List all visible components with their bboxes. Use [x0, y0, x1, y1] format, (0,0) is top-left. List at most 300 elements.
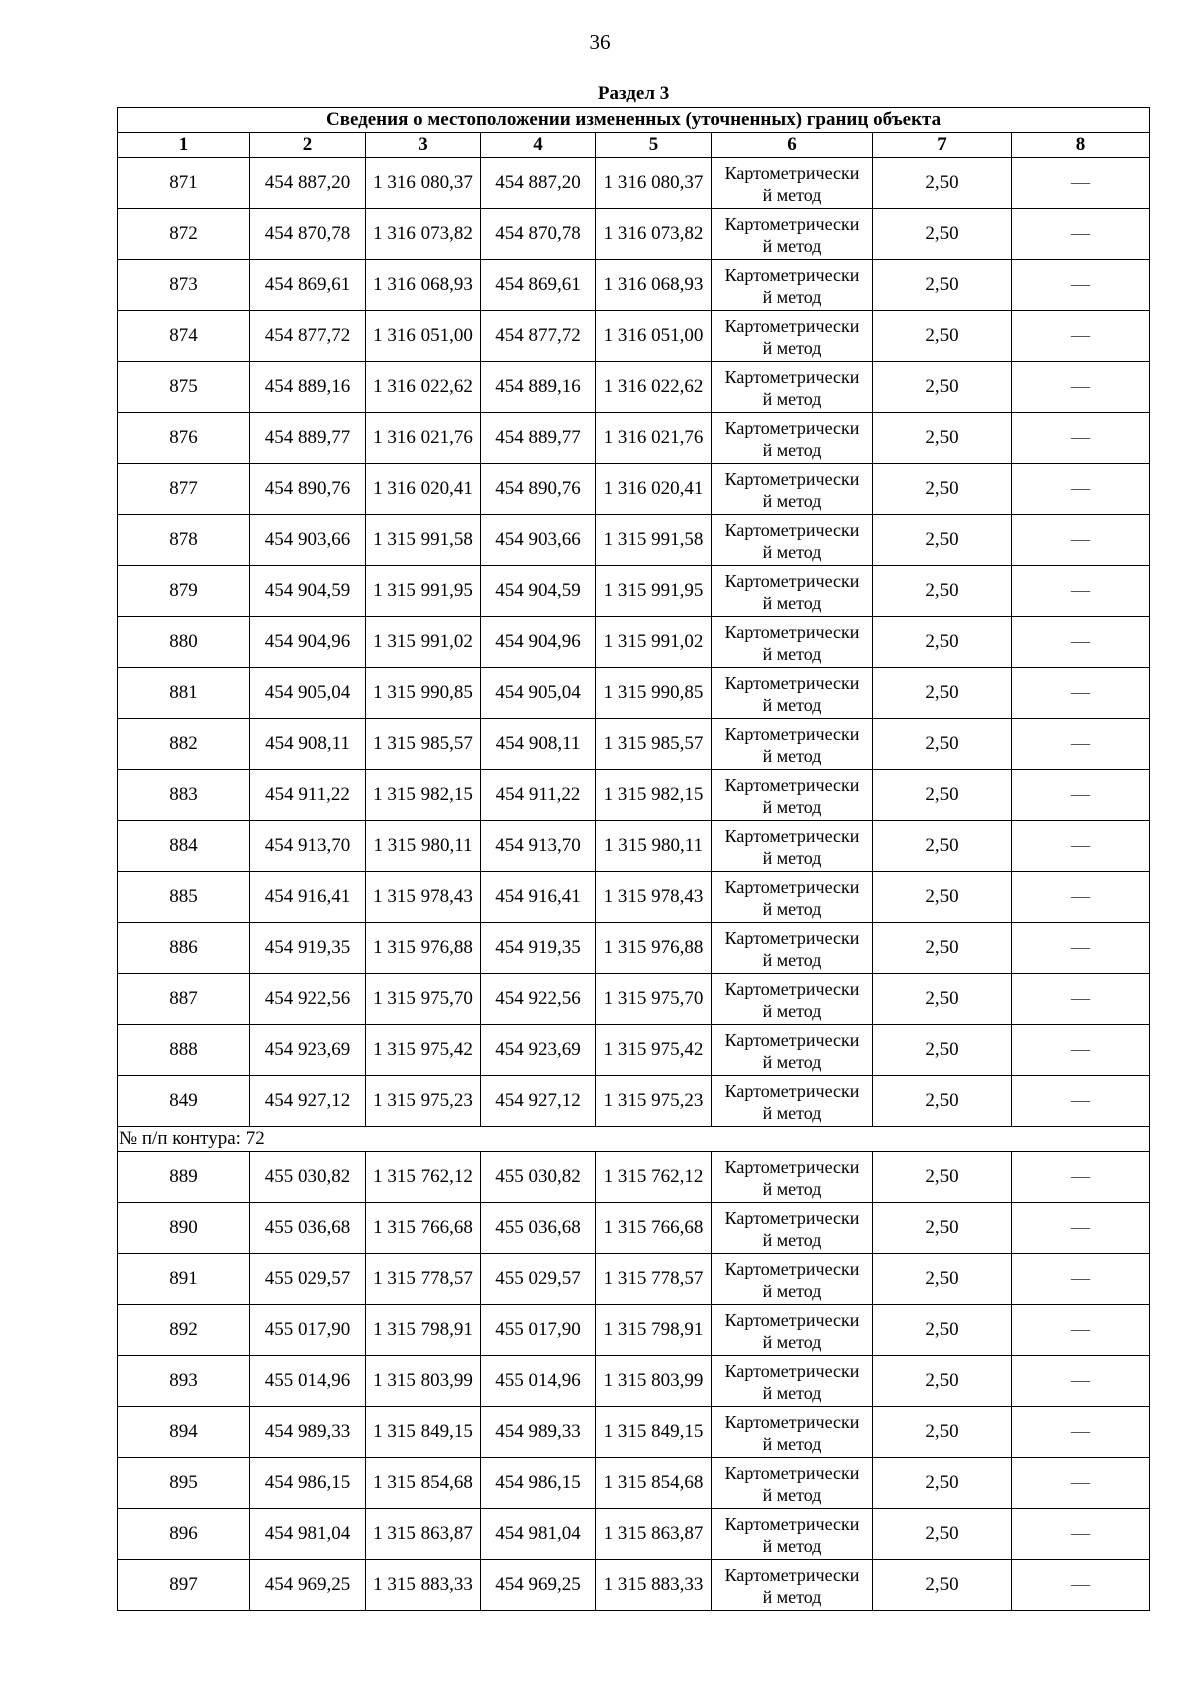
method-line-1: Картометрически	[724, 213, 860, 234]
y-refined-cell: 1 315 978,43	[596, 872, 712, 923]
method-line-2: й метод	[762, 1331, 822, 1352]
point-number-cell: 896	[118, 1509, 250, 1560]
description-cell: —	[1012, 1407, 1150, 1458]
column-number: 8	[1012, 133, 1150, 158]
y-existing-cell: 1 315 985,57	[366, 719, 481, 770]
table-row	[118, 1203, 1150, 1254]
table-row	[118, 209, 1150, 260]
y-existing-cell: 1 315 762,12	[366, 1152, 481, 1203]
point-number-cell: 890	[118, 1203, 250, 1254]
point-number-cell: 878	[118, 515, 250, 566]
accuracy-cell: 2,50	[873, 1076, 1012, 1127]
x-refined-cell: 454 989,33	[481, 1407, 596, 1458]
y-refined-cell: 1 316 068,93	[596, 260, 712, 311]
y-refined-cell: 1 316 051,00	[596, 311, 712, 362]
description-cell: —	[1012, 1560, 1150, 1611]
x-refined-cell: 454 890,76	[481, 464, 596, 515]
method-cell	[712, 311, 873, 362]
x-existing-cell: 455 036,68	[250, 1203, 366, 1254]
accuracy-cell: 2,50	[873, 617, 1012, 668]
y-refined-cell: 1 315 975,42	[596, 1025, 712, 1076]
table-row	[118, 1560, 1150, 1611]
description-cell: —	[1012, 311, 1150, 362]
y-existing-cell: 1 316 020,41	[366, 464, 481, 515]
table-row	[118, 1509, 1150, 1560]
y-refined-cell: 1 315 778,57	[596, 1254, 712, 1305]
x-refined-cell: 454 887,20	[481, 158, 596, 209]
method-line-2: й метод	[762, 439, 822, 460]
point-number-cell: 884	[118, 821, 250, 872]
description-cell: —	[1012, 1203, 1150, 1254]
method-line-1: Картометрически	[724, 825, 860, 846]
method-line-1: Картометрически	[724, 1156, 860, 1177]
point-number-cell: 849	[118, 1076, 250, 1127]
table-row	[118, 260, 1150, 311]
x-existing-cell: 455 014,96	[250, 1356, 366, 1407]
table-row	[118, 770, 1150, 821]
description-cell: —	[1012, 1152, 1150, 1203]
point-number-cell: 875	[118, 362, 250, 413]
column-number: 5	[596, 133, 712, 158]
point-number-cell: 879	[118, 566, 250, 617]
y-existing-cell: 1 316 080,37	[366, 158, 481, 209]
x-refined-cell: 455 017,90	[481, 1305, 596, 1356]
page-number: 36	[589, 30, 611, 54]
y-refined-cell: 1 315 849,15	[596, 1407, 712, 1458]
method-cell	[712, 1458, 873, 1509]
method-line-2: й метод	[762, 643, 822, 664]
description-cell: —	[1012, 158, 1150, 209]
table-row	[118, 719, 1150, 770]
column-number: 2	[250, 133, 366, 158]
accuracy-cell: 2,50	[873, 1356, 1012, 1407]
method-line-2: й метод	[762, 796, 822, 817]
x-existing-cell: 454 869,61	[250, 260, 366, 311]
method-line-2: й метод	[762, 745, 822, 766]
point-number-cell: 886	[118, 923, 250, 974]
method-line-2: й метод	[762, 1382, 822, 1403]
x-refined-cell: 454 916,41	[481, 872, 596, 923]
accuracy-cell: 2,50	[873, 1509, 1012, 1560]
point-number-cell: 891	[118, 1254, 250, 1305]
method-line-1: Картометрически	[724, 519, 860, 540]
y-existing-cell: 1 315 798,91	[366, 1305, 481, 1356]
method-line-2: й метод	[762, 541, 822, 562]
y-refined-cell: 1 315 975,23	[596, 1076, 712, 1127]
description-cell: —	[1012, 209, 1150, 260]
method-line-1: Картометрически	[724, 366, 860, 387]
x-existing-cell: 454 889,77	[250, 413, 366, 464]
x-existing-cell: 454 908,11	[250, 719, 366, 770]
method-line-1: Картометрически	[724, 468, 860, 489]
accuracy-cell: 2,50	[873, 464, 1012, 515]
boundary-table	[117, 81, 1150, 1611]
y-refined-cell: 1 315 991,02	[596, 617, 712, 668]
table-row	[118, 923, 1150, 974]
y-existing-cell: 1 315 854,68	[366, 1458, 481, 1509]
method-cell	[712, 413, 873, 464]
x-refined-cell: 454 986,15	[481, 1458, 596, 1509]
method-line-2: й метод	[762, 184, 822, 205]
table-title-row	[118, 108, 1150, 133]
method-line-1: Картометрически	[724, 1462, 860, 1483]
y-refined-cell: 1 315 985,57	[596, 719, 712, 770]
y-existing-cell: 1 315 849,15	[366, 1407, 481, 1458]
column-number: 7	[873, 133, 1012, 158]
table-row	[118, 1025, 1150, 1076]
y-existing-cell: 1 315 991,58	[366, 515, 481, 566]
y-refined-cell: 1 315 798,91	[596, 1305, 712, 1356]
accuracy-cell: 2,50	[873, 311, 1012, 362]
method-line-2: й метод	[762, 1586, 822, 1607]
table-row	[118, 617, 1150, 668]
method-line-2: й метод	[762, 847, 822, 868]
point-number-cell: 877	[118, 464, 250, 515]
description-cell: —	[1012, 1254, 1150, 1305]
description-cell: —	[1012, 668, 1150, 719]
y-refined-cell: 1 315 883,33	[596, 1560, 712, 1611]
method-cell	[712, 1509, 873, 1560]
method-line-1: Картометрически	[724, 417, 860, 438]
method-line-1: Картометрически	[724, 723, 860, 744]
table-row	[118, 515, 1150, 566]
x-existing-cell: 454 904,59	[250, 566, 366, 617]
accuracy-cell: 2,50	[873, 872, 1012, 923]
y-existing-cell: 1 316 068,93	[366, 260, 481, 311]
x-existing-cell: 454 986,15	[250, 1458, 366, 1509]
y-existing-cell: 1 316 051,00	[366, 311, 481, 362]
point-number-cell: 876	[118, 413, 250, 464]
accuracy-cell: 2,50	[873, 515, 1012, 566]
method-line-1: Картометрически	[724, 1309, 860, 1330]
accuracy-cell: 2,50	[873, 1203, 1012, 1254]
x-existing-cell: 454 913,70	[250, 821, 366, 872]
x-existing-cell: 455 030,82	[250, 1152, 366, 1203]
method-line-2: й метод	[762, 388, 822, 409]
x-refined-cell: 454 908,11	[481, 719, 596, 770]
method-cell	[712, 719, 873, 770]
method-line-2: й метод	[762, 1433, 822, 1454]
x-refined-cell: 454 870,78	[481, 209, 596, 260]
section-label: Раздел 3	[597, 83, 670, 104]
table-row	[118, 1458, 1150, 1509]
y-refined-cell: 1 315 863,87	[596, 1509, 712, 1560]
method-line-1: Картометрически	[724, 1360, 860, 1381]
y-refined-cell: 1 315 991,58	[596, 515, 712, 566]
x-existing-cell: 454 923,69	[250, 1025, 366, 1076]
method-line-1: Картометрически	[724, 774, 860, 795]
method-line-1: Картометрически	[724, 927, 860, 948]
x-refined-cell: 454 904,59	[481, 566, 596, 617]
method-line-1: Картометрически	[724, 264, 860, 285]
method-line-2: й метод	[762, 337, 822, 358]
y-existing-cell: 1 315 975,42	[366, 1025, 481, 1076]
y-refined-cell: 1 315 980,11	[596, 821, 712, 872]
method-cell	[712, 566, 873, 617]
method-line-2: й метод	[762, 1102, 822, 1123]
x-existing-cell: 455 029,57	[250, 1254, 366, 1305]
accuracy-cell: 2,50	[873, 821, 1012, 872]
method-cell	[712, 821, 873, 872]
method-line-1: Картометрически	[724, 570, 860, 591]
x-refined-cell: 454 889,16	[481, 362, 596, 413]
description-cell: —	[1012, 260, 1150, 311]
description-cell: —	[1012, 923, 1150, 974]
x-refined-cell: 454 877,72	[481, 311, 596, 362]
description-cell: —	[1012, 1076, 1150, 1127]
y-existing-cell: 1 315 982,15	[366, 770, 481, 821]
y-refined-cell: 1 316 021,76	[596, 413, 712, 464]
y-existing-cell: 1 315 976,88	[366, 923, 481, 974]
table-row	[118, 413, 1150, 464]
table-row	[118, 668, 1150, 719]
y-refined-cell: 1 316 080,37	[596, 158, 712, 209]
method-line-2: й метод	[762, 1280, 822, 1301]
description-cell: —	[1012, 1025, 1150, 1076]
y-refined-cell: 1 315 990,85	[596, 668, 712, 719]
x-existing-cell: 454 922,56	[250, 974, 366, 1025]
accuracy-cell: 2,50	[873, 1025, 1012, 1076]
y-existing-cell: 1 315 980,11	[366, 821, 481, 872]
accuracy-cell: 2,50	[873, 209, 1012, 260]
accuracy-cell: 2,50	[873, 362, 1012, 413]
accuracy-cell: 2,50	[873, 413, 1012, 464]
x-existing-cell: 454 981,04	[250, 1509, 366, 1560]
y-refined-cell: 1 315 854,68	[596, 1458, 712, 1509]
description-cell: —	[1012, 974, 1150, 1025]
point-number-cell: 895	[118, 1458, 250, 1509]
method-line-2: й метод	[762, 694, 822, 715]
method-line-1: Картометрически	[724, 621, 860, 642]
y-existing-cell: 1 315 883,33	[366, 1560, 481, 1611]
x-refined-cell: 454 913,70	[481, 821, 596, 872]
column-number: 4	[481, 133, 596, 158]
y-refined-cell: 1 315 982,15	[596, 770, 712, 821]
method-cell	[712, 1152, 873, 1203]
method-line-2: й метод	[762, 592, 822, 613]
method-cell	[712, 923, 873, 974]
y-existing-cell: 1 315 975,23	[366, 1076, 481, 1127]
y-refined-cell: 1 316 022,62	[596, 362, 712, 413]
accuracy-cell: 2,50	[873, 1152, 1012, 1203]
description-cell: —	[1012, 413, 1150, 464]
table-row	[118, 872, 1150, 923]
x-existing-cell: 454 911,22	[250, 770, 366, 821]
method-line-1: Картометрически	[724, 1258, 860, 1279]
table-row	[118, 821, 1150, 872]
table-row	[118, 566, 1150, 617]
y-existing-cell: 1 315 991,02	[366, 617, 481, 668]
section-caption-row	[118, 81, 1150, 108]
accuracy-cell: 2,50	[873, 974, 1012, 1025]
table-row	[118, 1305, 1150, 1356]
x-existing-cell: 454 916,41	[250, 872, 366, 923]
table-row	[118, 974, 1150, 1025]
point-number-cell: 897	[118, 1560, 250, 1611]
method-cell	[712, 1356, 873, 1407]
method-cell	[712, 668, 873, 719]
x-existing-cell: 454 919,35	[250, 923, 366, 974]
accuracy-cell: 2,50	[873, 566, 1012, 617]
description-cell: —	[1012, 1458, 1150, 1509]
method-cell	[712, 1305, 873, 1356]
column-number: 1	[118, 133, 250, 158]
description-cell: —	[1012, 770, 1150, 821]
y-existing-cell: 1 315 863,87	[366, 1509, 481, 1560]
x-refined-cell: 454 927,12	[481, 1076, 596, 1127]
point-number-cell: 882	[118, 719, 250, 770]
accuracy-cell: 2,50	[873, 770, 1012, 821]
method-cell	[712, 1025, 873, 1076]
accuracy-cell: 2,50	[873, 1560, 1012, 1611]
method-line-2: й метод	[762, 1051, 822, 1072]
x-refined-cell: 455 014,96	[481, 1356, 596, 1407]
description-cell: —	[1012, 821, 1150, 872]
accuracy-cell: 2,50	[873, 1254, 1012, 1305]
method-line-2: й метод	[762, 898, 822, 919]
point-number-cell: 887	[118, 974, 250, 1025]
y-existing-cell: 1 316 021,76	[366, 413, 481, 464]
y-existing-cell: 1 316 022,62	[366, 362, 481, 413]
x-refined-cell: 454 889,77	[481, 413, 596, 464]
description-cell: —	[1012, 1356, 1150, 1407]
x-refined-cell: 454 922,56	[481, 974, 596, 1025]
y-existing-cell: 1 315 991,95	[366, 566, 481, 617]
method-cell	[712, 617, 873, 668]
y-existing-cell: 1 315 778,57	[366, 1254, 481, 1305]
point-number-cell: 894	[118, 1407, 250, 1458]
method-cell	[712, 1407, 873, 1458]
x-existing-cell: 454 904,96	[250, 617, 366, 668]
method-cell	[712, 362, 873, 413]
column-number: 3	[366, 133, 481, 158]
method-cell	[712, 158, 873, 209]
method-cell	[712, 464, 873, 515]
y-refined-cell: 1 315 991,95	[596, 566, 712, 617]
x-refined-cell: 454 869,61	[481, 260, 596, 311]
method-line-2: й метод	[762, 286, 822, 307]
description-cell: —	[1012, 1509, 1150, 1560]
point-number-cell: 873	[118, 260, 250, 311]
x-refined-cell: 454 911,22	[481, 770, 596, 821]
table-row	[118, 1152, 1150, 1203]
y-refined-cell: 1 315 975,70	[596, 974, 712, 1025]
x-refined-cell: 454 919,35	[481, 923, 596, 974]
y-existing-cell: 1 315 975,70	[366, 974, 481, 1025]
description-cell: —	[1012, 1305, 1150, 1356]
method-line-1: Картометрически	[724, 1029, 860, 1050]
point-number-cell: 881	[118, 668, 250, 719]
table-row	[118, 1407, 1150, 1458]
method-line-1: Картометрически	[724, 978, 860, 999]
y-refined-cell: 1 315 766,68	[596, 1203, 712, 1254]
method-line-1: Картометрически	[724, 1080, 860, 1101]
method-line-1: Картометрически	[724, 672, 860, 693]
y-refined-cell: 1 315 803,99	[596, 1356, 712, 1407]
accuracy-cell: 2,50	[873, 1407, 1012, 1458]
method-line-2: й метод	[762, 1000, 822, 1021]
contour-label: № п/п контура: 72	[118, 1127, 1150, 1152]
method-cell	[712, 770, 873, 821]
x-refined-cell: 455 036,68	[481, 1203, 596, 1254]
method-cell	[712, 260, 873, 311]
point-number-cell: 888	[118, 1025, 250, 1076]
y-refined-cell: 1 316 073,82	[596, 209, 712, 260]
method-cell	[712, 1254, 873, 1305]
x-existing-cell: 454 905,04	[250, 668, 366, 719]
method-line-1: Картометрически	[724, 1411, 860, 1432]
method-line-1: Картометрически	[724, 1564, 860, 1585]
accuracy-cell: 2,50	[873, 260, 1012, 311]
method-cell	[712, 974, 873, 1025]
method-line-2: й метод	[762, 949, 822, 970]
method-cell	[712, 209, 873, 260]
y-refined-cell: 1 316 020,41	[596, 464, 712, 515]
accuracy-cell: 2,50	[873, 1305, 1012, 1356]
table-row	[118, 311, 1150, 362]
method-cell	[712, 1076, 873, 1127]
x-refined-cell: 454 969,25	[481, 1560, 596, 1611]
x-refined-cell: 454 903,66	[481, 515, 596, 566]
x-refined-cell: 454 904,96	[481, 617, 596, 668]
x-refined-cell: 455 030,82	[481, 1152, 596, 1203]
accuracy-cell: 2,50	[873, 158, 1012, 209]
description-cell: —	[1012, 566, 1150, 617]
method-line-1: Картометрически	[724, 162, 860, 183]
point-number-cell: 880	[118, 617, 250, 668]
x-refined-cell: 454 981,04	[481, 1509, 596, 1560]
x-refined-cell: 454 923,69	[481, 1025, 596, 1076]
description-cell: —	[1012, 719, 1150, 770]
x-existing-cell: 454 903,66	[250, 515, 366, 566]
contour-row	[118, 1127, 1150, 1152]
x-existing-cell: 454 927,12	[250, 1076, 366, 1127]
description-cell: —	[1012, 617, 1150, 668]
table-title: Сведения о местоположении измененных (уточненных) границ объекта	[118, 108, 1150, 133]
method-line-2: й метод	[762, 1484, 822, 1505]
method-cell	[712, 515, 873, 566]
y-existing-cell: 1 315 990,85	[366, 668, 481, 719]
description-cell: —	[1012, 515, 1150, 566]
y-refined-cell: 1 315 762,12	[596, 1152, 712, 1203]
y-existing-cell: 1 316 073,82	[366, 209, 481, 260]
point-number-cell: 883	[118, 770, 250, 821]
method-cell	[712, 872, 873, 923]
x-existing-cell: 454 989,33	[250, 1407, 366, 1458]
point-number-cell: 871	[118, 158, 250, 209]
method-line-2: й метод	[762, 490, 822, 511]
point-number-cell: 892	[118, 1305, 250, 1356]
method-line-1: Картометрически	[724, 315, 860, 336]
point-number-cell: 893	[118, 1356, 250, 1407]
x-existing-cell: 454 887,20	[250, 158, 366, 209]
column-number-row	[118, 133, 1150, 158]
x-existing-cell: 455 017,90	[250, 1305, 366, 1356]
method-cell	[712, 1560, 873, 1611]
x-existing-cell: 454 870,78	[250, 209, 366, 260]
accuracy-cell: 2,50	[873, 1458, 1012, 1509]
column-number: 6	[712, 133, 873, 158]
description-cell: —	[1012, 872, 1150, 923]
method-line-1: Картометрически	[724, 1207, 860, 1228]
y-existing-cell: 1 315 803,99	[366, 1356, 481, 1407]
method-line-2: й метод	[762, 235, 822, 256]
x-existing-cell: 454 877,72	[250, 311, 366, 362]
table-row	[118, 158, 1150, 209]
accuracy-cell: 2,50	[873, 668, 1012, 719]
table-row	[118, 1254, 1150, 1305]
y-existing-cell: 1 315 766,68	[366, 1203, 481, 1254]
